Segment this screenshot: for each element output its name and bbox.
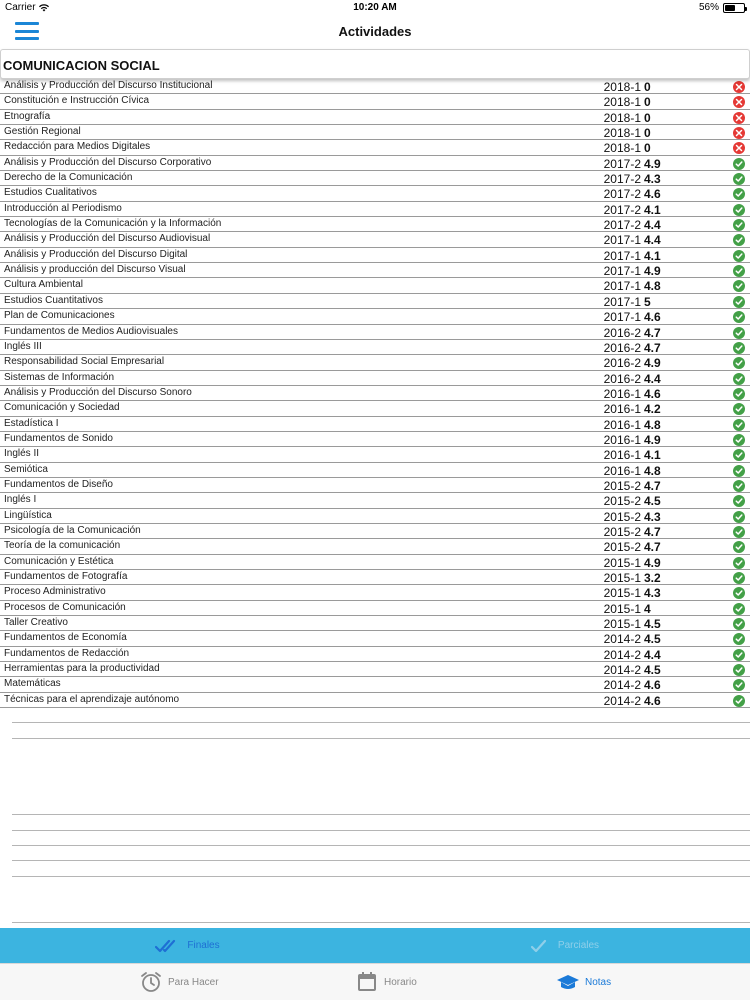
passed-check-icon <box>733 526 745 538</box>
subject-name: Inglés II <box>4 448 40 460</box>
period: 2015-1 <box>603 617 641 632</box>
passed-check-icon <box>733 342 745 354</box>
menu-line <box>15 37 39 40</box>
grade-row[interactable] <box>0 463 750 478</box>
grade-row[interactable] <box>0 647 750 662</box>
grade-row[interactable] <box>0 478 750 493</box>
grade-value: 4.8 <box>644 463 661 478</box>
period: 2015-1 <box>603 601 641 616</box>
passed-check-icon <box>733 204 745 216</box>
passed-check-icon <box>733 419 745 431</box>
period: 2014-2 <box>603 647 641 662</box>
passed-check-icon <box>733 679 745 691</box>
tab-bar <box>0 963 750 1000</box>
grade-value: 4.4 <box>644 647 661 662</box>
grade-value: 4.9 <box>644 432 661 447</box>
grade-row[interactable] <box>0 125 750 140</box>
period: 2018-1 <box>603 110 641 125</box>
grade-value: 4.6 <box>644 386 661 401</box>
menu-line <box>15 30 39 33</box>
grade-value: 0 <box>644 141 651 156</box>
subject-name: Estudios Cualitativos <box>4 187 97 199</box>
subject-name: Fundamentos de Medios Audiovisuales <box>4 325 178 337</box>
hamburger-menu-icon[interactable] <box>15 22 39 40</box>
period: 2017-1 <box>603 279 641 294</box>
subject-name: Fundamentos de Redacción <box>4 647 130 659</box>
grades-list <box>0 79 750 708</box>
period: 2016-1 <box>603 386 641 401</box>
period: 2016-1 <box>603 448 641 463</box>
empty-row <box>12 739 750 754</box>
failed-x-icon <box>733 142 745 154</box>
grade-value: 4.3 <box>644 172 661 187</box>
period: 2017-1 <box>603 248 641 263</box>
subject-name: Proceso Administrativo <box>4 586 106 598</box>
menu-line <box>15 22 39 25</box>
segment-finales[interactable] <box>0 928 375 963</box>
passed-check-icon <box>733 633 745 645</box>
check-icon <box>526 938 552 954</box>
grade-value: 4.9 <box>644 264 661 279</box>
subject-name: Inglés I <box>4 494 37 506</box>
passed-check-icon <box>733 219 745 231</box>
subject-name: Taller Creativo <box>4 617 68 629</box>
failed-x-icon <box>733 81 745 93</box>
period: 2017-1 <box>603 233 641 248</box>
grade-value: 4.5 <box>644 663 661 678</box>
period: 2014-2 <box>603 663 641 678</box>
period: 2017-2 <box>603 202 641 217</box>
period: 2014-2 <box>603 678 641 693</box>
passed-check-icon <box>733 449 745 461</box>
grade-row[interactable] <box>0 278 750 293</box>
grade-row[interactable] <box>0 309 750 324</box>
tab-notas[interactable] <box>557 971 611 993</box>
passed-check-icon <box>733 664 745 676</box>
tab-horario[interactable] <box>356 971 417 993</box>
passed-check-icon <box>733 373 745 385</box>
subject-name: Derecho de la Comunicación <box>4 172 133 184</box>
grade-value: 4.8 <box>644 279 661 294</box>
empty-row <box>12 831 750 846</box>
grade-value: 0 <box>644 80 651 94</box>
grade-value: 4 <box>644 601 651 616</box>
grade-row[interactable] <box>0 371 750 386</box>
grade-row[interactable] <box>0 693 750 708</box>
grade-row[interactable] <box>0 631 750 646</box>
tab-para-hacer[interactable] <box>140 971 219 993</box>
tab-horario-label: Horario <box>384 976 417 988</box>
period: 2016-2 <box>603 356 641 371</box>
grade-value: 0 <box>644 110 651 125</box>
grade-row[interactable] <box>0 202 750 217</box>
passed-check-icon <box>733 572 745 584</box>
passed-check-icon <box>733 649 745 661</box>
grade-value: 5 <box>644 294 651 309</box>
grade-value: 4.8 <box>644 417 661 432</box>
period: 2016-1 <box>603 402 641 417</box>
grade-value: 4.5 <box>644 494 661 509</box>
grade-value: 4.9 <box>644 156 661 171</box>
subject-name: Matemáticas <box>4 678 61 690</box>
subject-name: Gestión Regional <box>4 126 81 138</box>
subject-name: Análisis y Producción del Discurso Sonoro <box>4 386 192 398</box>
grade-row[interactable] <box>0 662 750 677</box>
empty-row <box>12 769 750 784</box>
passed-check-icon <box>733 173 745 185</box>
empty-row <box>12 754 750 769</box>
period: 2015-1 <box>603 571 641 585</box>
grade-row[interactable] <box>0 232 750 247</box>
passed-check-icon <box>733 327 745 339</box>
subject-name: Responsabilidad Social Empresarial <box>4 356 165 368</box>
grade-value: 4.1 <box>644 202 661 217</box>
empty-row <box>12 877 750 892</box>
passed-check-icon <box>733 280 745 292</box>
subject-name: Lingüística <box>4 509 52 521</box>
subject-name: Análisis y Producción del Discurso Corporativo <box>4 156 212 168</box>
subject-name: Sistemas de Información <box>4 371 115 383</box>
period: 2016-2 <box>603 325 641 340</box>
alarm-clock-icon <box>140 971 162 993</box>
passed-check-icon <box>733 603 745 615</box>
subject-name: Comunicación y Estética <box>4 555 114 567</box>
empty-row <box>12 723 750 738</box>
period: 2016-1 <box>603 417 641 432</box>
period: 2017-1 <box>603 310 641 325</box>
grade-row[interactable] <box>0 555 750 570</box>
graduation-cap-icon <box>557 971 579 993</box>
passed-check-icon <box>733 388 745 400</box>
grade-value: 4.4 <box>644 233 661 248</box>
grade-row[interactable] <box>0 539 750 554</box>
double-check-icon <box>155 938 181 954</box>
passed-check-icon <box>733 296 745 308</box>
period: 2017-1 <box>603 294 641 309</box>
tab-notas-label: Notas <box>585 976 612 988</box>
battery-icon <box>723 3 745 13</box>
passed-check-icon <box>733 403 745 415</box>
navigation-bar <box>0 16 750 48</box>
subject-name: Estudios Cuantitativos <box>4 294 103 306</box>
subject-name: Introducción al Periodismo <box>4 202 122 214</box>
grade-row[interactable] <box>0 248 750 263</box>
passed-check-icon <box>733 480 745 492</box>
grade-row[interactable] <box>0 94 750 109</box>
subject-name: Teoría de la comunicación <box>4 540 121 552</box>
empty-row <box>12 892 750 907</box>
grade-value: 4.7 <box>644 540 661 555</box>
grade-value: 4.7 <box>644 325 661 340</box>
subject-name: Inglés III <box>4 340 42 352</box>
subject-name: Cultura Ambiental <box>4 279 83 291</box>
grade-value: 4.7 <box>644 524 661 539</box>
period: 2014-2 <box>603 693 641 708</box>
grade-value: 4.9 <box>644 356 661 371</box>
segment-finales-label: Finales <box>187 940 220 951</box>
passed-check-icon <box>733 434 745 446</box>
grade-value: 4.1 <box>644 248 661 263</box>
period: 2018-1 <box>603 126 641 141</box>
grade-row[interactable] <box>0 110 750 125</box>
subject-name: Herramientas para la productividad <box>4 663 160 675</box>
grade-row[interactable] <box>0 601 750 616</box>
subject-name: Técnicas para el aprendizaje autónomo <box>4 693 180 705</box>
segment-parciales[interactable] <box>375 928 750 963</box>
passed-check-icon <box>733 357 745 369</box>
grade-row[interactable] <box>0 493 750 508</box>
subject-name: Procesos de Comunicación <box>4 601 126 613</box>
grade-row[interactable] <box>0 509 750 524</box>
grade-value: 4.4 <box>644 371 661 386</box>
grade-row[interactable] <box>0 401 750 416</box>
grade-value: 4.3 <box>644 509 661 524</box>
period: 2016-1 <box>603 432 641 447</box>
passed-check-icon <box>733 541 745 553</box>
period: 2015-2 <box>603 540 641 555</box>
passed-check-icon <box>733 587 745 599</box>
page-title: Actividades <box>338 24 412 39</box>
subject-name: Constitución e Instrucción Cívica <box>4 95 150 107</box>
grade-row[interactable] <box>0 217 750 232</box>
passed-check-icon <box>733 557 745 569</box>
empty-row <box>12 785 750 800</box>
grade-row[interactable] <box>0 186 750 201</box>
subject-name: Tecnologías de la Comunicación y la Información <box>4 218 222 230</box>
period: 2017-2 <box>603 218 641 233</box>
empty-row <box>12 907 750 922</box>
grade-value: 4.2 <box>644 402 661 417</box>
passed-check-icon <box>733 234 745 246</box>
grade-row[interactable] <box>0 585 750 600</box>
grade-row[interactable] <box>0 340 750 355</box>
subject-name: Fundamentos de Sonido <box>4 432 113 444</box>
grade-row[interactable] <box>0 570 750 585</box>
passed-check-icon <box>733 250 745 262</box>
passed-check-icon <box>733 495 745 507</box>
grade-value: 4.4 <box>644 218 661 233</box>
grade-row[interactable] <box>0 171 750 186</box>
grade-row[interactable] <box>0 447 750 462</box>
failed-x-icon <box>733 112 745 124</box>
period: 2018-1 <box>603 141 641 156</box>
grade-value: 3.2 <box>644 571 661 585</box>
period: 2014-2 <box>603 632 641 647</box>
program-header: COMUNICACION SOCIAL <box>0 49 750 79</box>
subject-name: Fundamentos de Diseño <box>4 478 113 490</box>
failed-x-icon <box>733 96 745 108</box>
grade-row[interactable] <box>0 616 750 631</box>
grade-row[interactable] <box>0 417 750 432</box>
carrier-label: Carrier <box>5 2 36 13</box>
period: 2016-2 <box>603 371 641 386</box>
grade-row[interactable] <box>0 355 750 370</box>
passed-check-icon <box>733 618 745 630</box>
subject-name: Redacción para Medios Digitales <box>4 141 151 153</box>
empty-row <box>12 800 750 815</box>
grade-value: 4.9 <box>644 555 661 570</box>
empty-row <box>12 708 750 723</box>
tab-para-hacer-label: Para Hacer <box>168 976 219 988</box>
subject-name: Estadística I <box>4 417 59 429</box>
subject-name: Fundamentos de Economía <box>4 632 127 644</box>
grade-row[interactable] <box>0 432 750 447</box>
period: 2015-1 <box>603 555 641 570</box>
passed-check-icon <box>733 188 745 200</box>
period: 2015-1 <box>603 586 641 601</box>
subject-name: Psicología de la Comunicación <box>4 524 141 536</box>
period: 2015-2 <box>603 494 641 509</box>
segment-parciales-label: Parciales <box>557 940 600 951</box>
passed-check-icon <box>733 465 745 477</box>
period: 2017-2 <box>603 172 641 187</box>
battery-info <box>699 2 745 13</box>
period: 2018-1 <box>603 95 641 110</box>
grade-row[interactable] <box>0 140 750 155</box>
subject-name: Fundamentos de Fotografía <box>4 571 128 582</box>
grade-value: 4.6 <box>644 693 661 708</box>
period: 2018-1 <box>603 80 641 94</box>
grade-value: 4.1 <box>644 448 661 463</box>
grade-value: 4.7 <box>644 340 661 355</box>
subject-name: Análisis y Producción del Discurso Digital <box>4 248 188 260</box>
grade-row[interactable] <box>0 79 750 94</box>
grade-value: 4.6 <box>644 310 661 325</box>
subject-name: Etnografía <box>4 110 51 122</box>
clock: 10:20 AM <box>353 2 397 13</box>
subject-name: Comunicación y Sociedad <box>4 402 120 414</box>
passed-check-icon <box>733 265 745 277</box>
grade-value: 4.6 <box>644 187 661 202</box>
passed-check-icon <box>733 158 745 170</box>
passed-check-icon <box>733 311 745 323</box>
subject-name: Análisis y producción del Discurso Visual <box>4 264 186 276</box>
period: 2015-2 <box>603 509 641 524</box>
empty-row <box>12 861 750 876</box>
empty-row <box>12 815 750 830</box>
battery-percent: 56% <box>698 2 719 13</box>
grade-value: 4.5 <box>644 632 661 647</box>
grade-value: 4.5 <box>644 617 661 632</box>
calendar-icon <box>356 971 378 993</box>
grade-row[interactable] <box>0 524 750 539</box>
subject-name: Análisis y Producción del Discurso Institucional <box>4 80 213 91</box>
grade-value: 4.6 <box>644 678 661 693</box>
subject-name: Plan de Comunicaciones <box>4 310 115 322</box>
subject-name: Análisis y Producción del Discurso Audiovisual <box>4 233 211 245</box>
grade-type-segmented-control <box>0 928 750 963</box>
grade-row[interactable] <box>0 325 750 340</box>
empty-rows <box>12 708 750 923</box>
grade-value: 4.3 <box>644 586 661 601</box>
battery-fill <box>725 5 735 11</box>
grade-row[interactable] <box>0 294 750 309</box>
period: 2017-1 <box>603 264 641 279</box>
period: 2017-2 <box>603 187 641 202</box>
period: 2015-2 <box>603 478 641 493</box>
grade-row[interactable] <box>0 263 750 278</box>
grade-value: 0 <box>644 95 651 110</box>
status-bar <box>0 0 750 16</box>
period: 2017-2 <box>603 156 641 171</box>
grade-row[interactable] <box>0 386 750 401</box>
grade-row[interactable] <box>0 677 750 692</box>
period: 2016-2 <box>603 340 641 355</box>
period: 2015-2 <box>603 524 641 539</box>
period: 2016-1 <box>603 463 641 478</box>
grade-row[interactable] <box>0 156 750 171</box>
passed-check-icon <box>733 695 745 707</box>
empty-row <box>12 846 750 861</box>
passed-check-icon <box>733 511 745 523</box>
subject-name: Semiótica <box>4 463 48 475</box>
failed-x-icon <box>733 127 745 139</box>
grade-value: 0 <box>644 126 651 141</box>
grade-value: 4.7 <box>644 478 661 493</box>
